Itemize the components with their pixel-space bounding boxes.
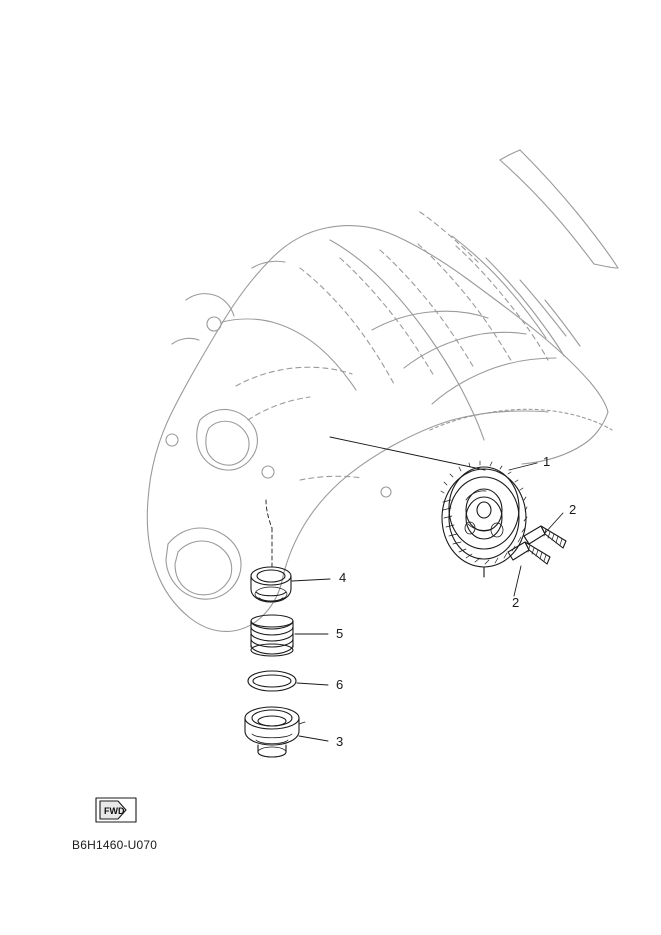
callout-5: 5 (336, 626, 344, 641)
relief-valve-plunger (251, 567, 291, 602)
leader-lines (266, 437, 563, 741)
leader-6 (297, 683, 328, 685)
leader-2-lower (514, 566, 521, 596)
callout-2-upper: 2 (569, 502, 577, 517)
leader-4 (292, 579, 330, 581)
o-ring (248, 671, 296, 691)
part-code-label: B6H1460-U070 (72, 838, 158, 852)
callout-6: 6 (336, 677, 344, 692)
leader-plunger-bore (266, 500, 272, 528)
leader-3 (299, 736, 328, 741)
crankcase-outline (147, 150, 618, 631)
oil-strainer-cap (245, 707, 305, 757)
callout-3: 3 (336, 734, 344, 749)
bolt-lower (508, 542, 550, 564)
callout-4: 4 (339, 570, 347, 585)
leader-2-upper (545, 513, 563, 533)
leader-gear-to-case (330, 437, 485, 470)
svg-text:FWD: FWD (104, 806, 125, 816)
callout-1: 1 (543, 454, 551, 469)
callout-2-lower: 2 (512, 595, 520, 610)
fwd-marker (96, 798, 136, 822)
